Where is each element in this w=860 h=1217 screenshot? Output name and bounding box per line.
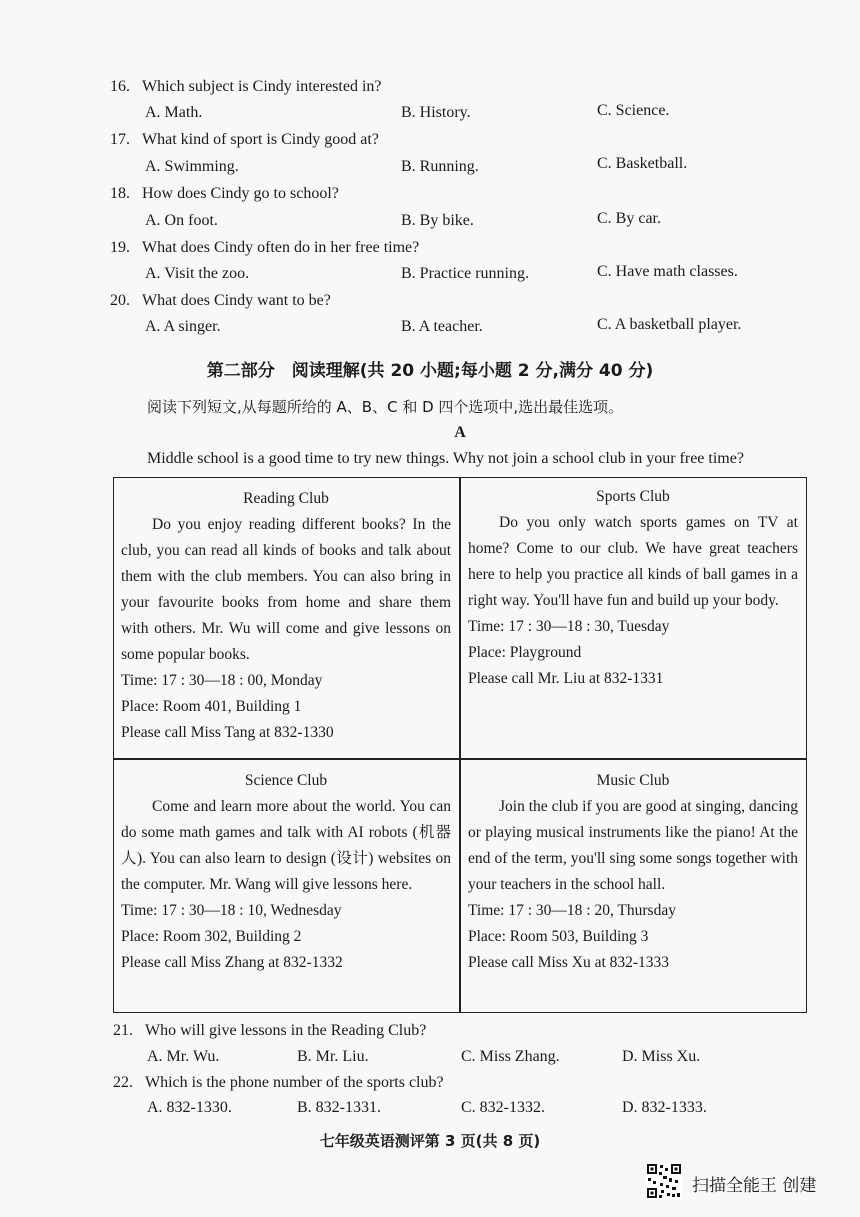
option-19b: B. Practice running. <box>401 265 529 282</box>
option-18b: B. By bike. <box>401 212 474 229</box>
club-place: Place: Room 302, Building 2 <box>121 928 302 945</box>
clubs-table <box>113 477 807 1013</box>
club-time: Time: 17 : 30—18 : 10, Wednesday <box>121 902 342 919</box>
option-21d: D. Miss Xu. <box>622 1048 701 1065</box>
option-21b: B. Mr. Liu. <box>297 1048 369 1065</box>
club-description: Come and learn more about the world. You can do some math games and talk with AI robots (机器人). You can also learn to design (设计) websites on the computer. Mr. Wang will give lessons here. <box>121 798 451 893</box>
option-21c: C. Miss Zhang. <box>461 1048 560 1065</box>
option-16c: C. Science. <box>597 102 670 119</box>
question-18: 18. How does Cindy go to school? <box>110 185 339 202</box>
option-19c: C. Have math classes. <box>597 263 738 280</box>
table-divider-vertical <box>459 478 461 1012</box>
page-footer: 七年级英语测评第 3 页(共 8 页) <box>319 1132 541 1150</box>
club-science <box>121 768 451 976</box>
question-17: 17. What kind of sport is Cindy good at? <box>110 131 379 148</box>
option-22d: D. 832-1333. <box>622 1099 707 1116</box>
instruction: 阅读下列短文,从每题所给的 A、B、C 和 D 四个选项中,选出最佳选项。 <box>147 398 624 416</box>
club-contact: Please call Miss Xu at 832-1333 <box>468 954 670 971</box>
club-contact: Please call Miss Zhang at 832-1332 <box>121 954 343 971</box>
club-contact: Please call Miss Tang at 832-1330 <box>121 724 334 741</box>
club-place: Place: Room 503, Building 3 <box>468 928 649 945</box>
option-19a: A. Visit the zoo. <box>145 265 250 282</box>
option-17c: C. Basketball. <box>597 155 688 172</box>
club-name: Sports Club <box>596 488 670 505</box>
club-reading <box>121 486 451 746</box>
option-18c: C. By car. <box>597 210 661 227</box>
option-22c: C. 832-1332. <box>461 1099 545 1116</box>
option-16a: A. Math. <box>145 104 203 121</box>
section-title: 第二部分 阅读理解(共 20 小题;每小题 2 分,满分 40 分) <box>206 361 654 381</box>
scanner-label: 扫描全能王 创建 <box>692 1176 817 1196</box>
option-22b: B. 832-1331. <box>297 1099 381 1116</box>
club-name: Music Club <box>596 772 670 789</box>
club-description: Do you enjoy reading different books? In the club, you can read all kinds of books and talk about them with the club members. You can also bring in your favourite books from home and share them with others. Mr. Wu will come and give lessons on some popular books. <box>121 516 451 663</box>
club-description: Do you only watch sports games on TV at home? Come to our club. We have great teachers here to help you practice all kinds of ball games in a right way. You'll have fun and build up your body. <box>468 514 798 609</box>
passage-label: A <box>454 424 466 441</box>
option-20a: A. A singer. <box>145 318 221 335</box>
question-19: 19. What does Cindy often do in her free time? <box>110 239 420 256</box>
option-17b: B. Running. <box>401 158 479 175</box>
club-description: Join the club if you are good at singing, dancing or playing musical instruments like the piano! At the end of the term, you'll sing some songs together with your teachers in the school hall. <box>468 798 798 893</box>
option-17a: A. Swimming. <box>145 158 239 175</box>
option-22a: A. 832-1330. <box>147 1099 232 1116</box>
club-time: Time: 17 : 30—18 : 20, Thursday <box>468 902 676 919</box>
club-place: Place: Playground <box>468 644 582 661</box>
club-contact: Please call Mr. Liu at 832-1331 <box>468 670 664 687</box>
table-divider-horizontal <box>114 758 806 760</box>
qr-code-icon <box>646 1163 682 1199</box>
club-name: Science Club <box>244 772 328 789</box>
option-18a: A. On foot. <box>145 212 218 229</box>
option-20c: C. A basketball player. <box>597 316 742 333</box>
question-22: 22. Which is the phone number of the sports club? <box>113 1074 444 1091</box>
question-16: 16. Which subject is Cindy interested in? <box>110 78 382 95</box>
question-21: 21. Who will give lessons in the Reading Club? <box>113 1022 427 1039</box>
option-16b: B. History. <box>401 104 471 121</box>
club-music <box>468 768 798 976</box>
question-20: 20. What does Cindy want to be? <box>110 292 331 309</box>
club-time: Time: 17 : 30—18 : 30, Tuesday <box>468 618 670 635</box>
option-21a: A. Mr. Wu. <box>147 1048 220 1065</box>
club-sports <box>468 484 798 692</box>
scanner-watermark <box>646 1163 846 1203</box>
club-place: Place: Room 401, Building 1 <box>121 698 302 715</box>
club-name: Reading Club <box>243 490 329 507</box>
club-time: Time: 17 : 30—18 : 00, Monday <box>121 672 323 689</box>
option-20b: B. A teacher. <box>401 318 483 335</box>
passage-intro: Middle school is a good time to try new things. Why not join a school club in your free time? <box>147 450 744 467</box>
